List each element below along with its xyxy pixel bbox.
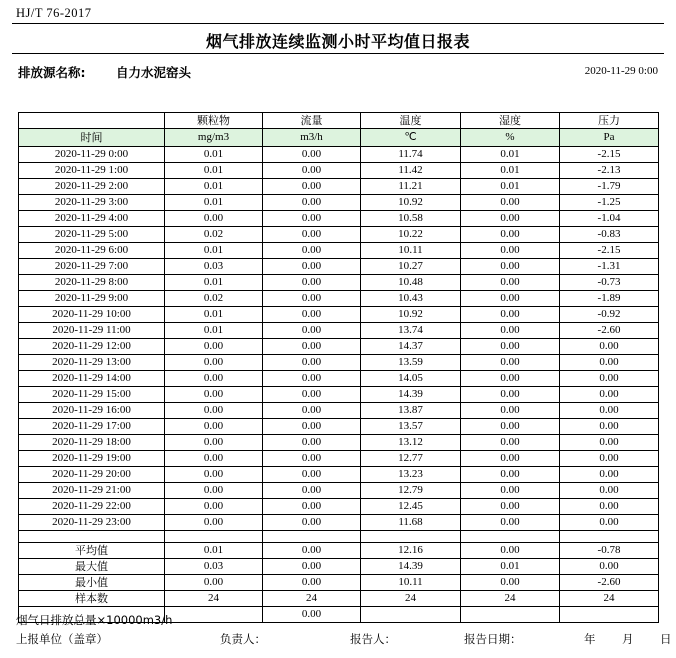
time-column-header: 时间 bbox=[19, 129, 165, 147]
row-value: -0.83 bbox=[560, 227, 659, 243]
row-time: 2020-11-29 18:00 bbox=[19, 435, 165, 451]
column-header: 温度 bbox=[361, 113, 461, 129]
row-value: -1.89 bbox=[560, 291, 659, 307]
row-value: 0.00 bbox=[461, 451, 560, 467]
row-value: 0.00 bbox=[461, 211, 560, 227]
row-value: 0.00 bbox=[263, 403, 361, 419]
row-value: 10.92 bbox=[361, 307, 461, 323]
row-value: 14.37 bbox=[361, 339, 461, 355]
row-time: 2020-11-29 11:00 bbox=[19, 323, 165, 339]
row-value: -2.15 bbox=[560, 147, 659, 163]
row-value: 0.00 bbox=[560, 515, 659, 531]
row-time: 2020-11-29 7:00 bbox=[19, 259, 165, 275]
row-value: 0.00 bbox=[461, 195, 560, 211]
table-row bbox=[19, 291, 659, 307]
row-value: 0.00 bbox=[263, 467, 361, 483]
summary-value: -0.78 bbox=[560, 543, 659, 559]
row-value: 0.00 bbox=[461, 419, 560, 435]
row-value: 0.00 bbox=[165, 499, 263, 515]
row-value: -2.15 bbox=[560, 243, 659, 259]
row-value: 0.00 bbox=[560, 435, 659, 451]
page-title: 烟气排放连续监测小时平均值日报表 bbox=[205, 32, 470, 51]
row-value: 0.00 bbox=[263, 371, 361, 387]
row-value: -1.04 bbox=[560, 211, 659, 227]
row-time: 2020-11-29 21:00 bbox=[19, 483, 165, 499]
summary-value: 24 bbox=[263, 591, 361, 607]
table-row bbox=[19, 307, 659, 323]
charge-person-label: 负责人： bbox=[220, 632, 266, 646]
row-value: 13.57 bbox=[361, 419, 461, 435]
summary-value: 24 bbox=[560, 591, 659, 607]
row-value: 13.87 bbox=[361, 403, 461, 419]
row-value: 0.00 bbox=[165, 339, 263, 355]
row-time: 2020-11-29 20:00 bbox=[19, 467, 165, 483]
row-value: 0.00 bbox=[461, 307, 560, 323]
summary-value: 0.01 bbox=[165, 543, 263, 559]
day-label: 日 bbox=[660, 632, 672, 646]
table-unit-row bbox=[19, 129, 659, 147]
table-row bbox=[19, 467, 659, 483]
row-value: 0.00 bbox=[263, 387, 361, 403]
table-row bbox=[19, 323, 659, 339]
summary-value: 0.03 bbox=[165, 559, 263, 575]
row-value: 12.45 bbox=[361, 499, 461, 515]
row-value: 11.42 bbox=[361, 163, 461, 179]
row-value: 0.00 bbox=[165, 435, 263, 451]
column-header: 流量 bbox=[263, 113, 361, 129]
row-value: 0.02 bbox=[165, 227, 263, 243]
table-row bbox=[19, 403, 659, 419]
table-header-row bbox=[19, 113, 659, 129]
column-header: 颗粒物 bbox=[165, 113, 263, 129]
row-value: 12.77 bbox=[361, 451, 461, 467]
row-value: 0.00 bbox=[263, 211, 361, 227]
row-value: -0.73 bbox=[560, 275, 659, 291]
row-value: 0.00 bbox=[560, 499, 659, 515]
row-value: 0.00 bbox=[560, 355, 659, 371]
row-value: 0.02 bbox=[165, 291, 263, 307]
column-unit: m3/h bbox=[263, 129, 361, 147]
row-value: 0.00 bbox=[461, 371, 560, 387]
row-value: 14.05 bbox=[361, 371, 461, 387]
spacer-cell bbox=[19, 531, 165, 543]
row-value: 0.00 bbox=[461, 515, 560, 531]
summary-label: 最小值 bbox=[19, 575, 165, 591]
row-time: 2020-11-29 16:00 bbox=[19, 403, 165, 419]
table-row bbox=[19, 339, 659, 355]
row-value: 10.43 bbox=[361, 291, 461, 307]
row-value: 0.00 bbox=[263, 243, 361, 259]
summary-label: 最大值 bbox=[19, 559, 165, 575]
month-label: 月 bbox=[622, 632, 634, 646]
summary-label: 样本数 bbox=[19, 591, 165, 607]
table-row bbox=[19, 147, 659, 163]
row-value: 0.00 bbox=[165, 387, 263, 403]
reporter-label: 报告人： bbox=[350, 632, 396, 646]
row-value: 0.00 bbox=[165, 211, 263, 227]
summary-value: 24 bbox=[165, 591, 263, 607]
summary-value: -2.60 bbox=[560, 575, 659, 591]
row-time: 2020-11-29 12:00 bbox=[19, 339, 165, 355]
standard-code: HJ/T 76-2017 bbox=[16, 6, 92, 20]
summary-value: 0.00 bbox=[165, 575, 263, 591]
row-value: 0.00 bbox=[461, 499, 560, 515]
table-row bbox=[19, 275, 659, 291]
row-value: 0.00 bbox=[263, 451, 361, 467]
summary-value: 24 bbox=[461, 591, 560, 607]
row-value: 0.00 bbox=[263, 195, 361, 211]
row-value: 0.00 bbox=[165, 467, 263, 483]
report-datetime: 2020-11-29 0:00 bbox=[584, 65, 658, 77]
table-row bbox=[19, 211, 659, 227]
year-label: 年 bbox=[584, 632, 596, 646]
summary-value: 0.00 bbox=[263, 575, 361, 591]
row-value: 0.01 bbox=[461, 147, 560, 163]
top-divider bbox=[12, 23, 664, 24]
row-value: 0.00 bbox=[263, 515, 361, 531]
column-unit: % bbox=[461, 129, 560, 147]
row-value: 0.00 bbox=[560, 371, 659, 387]
row-time: 2020-11-29 17:00 bbox=[19, 419, 165, 435]
row-value: 0.00 bbox=[165, 419, 263, 435]
summary-row bbox=[19, 575, 659, 591]
row-value: 0.01 bbox=[165, 195, 263, 211]
summary-value: 0.00 bbox=[263, 559, 361, 575]
table-row bbox=[19, 387, 659, 403]
report-date-label: 报告日期： bbox=[464, 632, 522, 646]
table-row bbox=[19, 163, 659, 179]
row-value: 0.00 bbox=[165, 483, 263, 499]
row-value: 10.48 bbox=[361, 275, 461, 291]
spacer-cell bbox=[263, 531, 361, 543]
total-value bbox=[361, 607, 461, 623]
row-value: 13.59 bbox=[361, 355, 461, 371]
row-time: 2020-11-29 1:00 bbox=[19, 163, 165, 179]
table-spacer-row bbox=[19, 531, 659, 543]
spacer-cell bbox=[165, 531, 263, 543]
row-value: 14.39 bbox=[361, 387, 461, 403]
row-value: 0.01 bbox=[165, 147, 263, 163]
total-value bbox=[461, 607, 560, 623]
row-value: 0.00 bbox=[560, 403, 659, 419]
emission-source-label: 排放源名称: bbox=[18, 65, 86, 80]
row-value: 0.00 bbox=[263, 291, 361, 307]
row-value: 13.12 bbox=[361, 435, 461, 451]
row-value: 0.01 bbox=[461, 163, 560, 179]
row-value: 13.74 bbox=[361, 323, 461, 339]
table-row bbox=[19, 227, 659, 243]
row-value: 0.00 bbox=[263, 307, 361, 323]
row-value: 0.00 bbox=[165, 403, 263, 419]
row-value: 11.74 bbox=[361, 147, 461, 163]
summary-row bbox=[19, 543, 659, 559]
row-time: 2020-11-29 8:00 bbox=[19, 275, 165, 291]
row-value: -2.13 bbox=[560, 163, 659, 179]
table-row bbox=[19, 259, 659, 275]
emission-source-row bbox=[18, 63, 658, 83]
row-value: 0.01 bbox=[165, 243, 263, 259]
row-value: 0.00 bbox=[461, 259, 560, 275]
table-row bbox=[19, 371, 659, 387]
row-value: 0.00 bbox=[461, 403, 560, 419]
table-row bbox=[19, 499, 659, 515]
summary-value: 24 bbox=[361, 591, 461, 607]
row-value: 11.68 bbox=[361, 515, 461, 531]
table-row bbox=[19, 179, 659, 195]
row-time: 2020-11-29 23:00 bbox=[19, 515, 165, 531]
row-time: 2020-11-29 15:00 bbox=[19, 387, 165, 403]
row-value: 0.00 bbox=[461, 339, 560, 355]
row-value: 0.00 bbox=[560, 387, 659, 403]
table-row bbox=[19, 515, 659, 531]
row-value: 0.03 bbox=[165, 259, 263, 275]
row-time: 2020-11-29 5:00 bbox=[19, 227, 165, 243]
table-row bbox=[19, 243, 659, 259]
emission-source-value: 自力水泥窑头 bbox=[115, 65, 191, 80]
row-value: 0.00 bbox=[263, 419, 361, 435]
row-value: -1.31 bbox=[560, 259, 659, 275]
row-value: 0.00 bbox=[461, 435, 560, 451]
row-value: 0.01 bbox=[165, 307, 263, 323]
row-value: 0.00 bbox=[165, 371, 263, 387]
row-value: 0.01 bbox=[165, 163, 263, 179]
row-value: 0.00 bbox=[165, 451, 263, 467]
row-value: -1.25 bbox=[560, 195, 659, 211]
column-unit: Pa bbox=[560, 129, 659, 147]
row-value: 0.00 bbox=[461, 291, 560, 307]
row-value: 0.00 bbox=[263, 435, 361, 451]
row-value: 0.00 bbox=[461, 243, 560, 259]
total-value: 0.00 bbox=[263, 607, 361, 623]
column-unit: mg/m3 bbox=[165, 129, 263, 147]
summary-value: 0.00 bbox=[560, 559, 659, 575]
spacer-cell bbox=[560, 531, 659, 543]
row-value: -1.79 bbox=[560, 179, 659, 195]
total-value bbox=[165, 607, 263, 623]
row-value: 0.00 bbox=[560, 451, 659, 467]
total-emission-note: 烟气日排放总量×10000m3/h bbox=[16, 613, 173, 627]
row-value: 10.11 bbox=[361, 243, 461, 259]
report-unit-label: 上报单位（盖章） bbox=[16, 632, 108, 646]
table-row bbox=[19, 355, 659, 371]
row-time: 2020-11-29 19:00 bbox=[19, 451, 165, 467]
row-value: 0.00 bbox=[560, 419, 659, 435]
row-value: 0.00 bbox=[461, 227, 560, 243]
hourly-average-table bbox=[18, 112, 659, 623]
column-header: 压力 bbox=[560, 113, 659, 129]
row-time: 2020-11-29 0:00 bbox=[19, 147, 165, 163]
row-value: 0.00 bbox=[165, 515, 263, 531]
row-value: 0.00 bbox=[560, 339, 659, 355]
summary-row bbox=[19, 559, 659, 575]
row-value: 0.00 bbox=[560, 467, 659, 483]
row-value: 12.79 bbox=[361, 483, 461, 499]
row-value: 10.92 bbox=[361, 195, 461, 211]
row-value: 0.00 bbox=[461, 323, 560, 339]
table-row bbox=[19, 435, 659, 451]
total-value bbox=[560, 607, 659, 623]
spacer-cell bbox=[361, 531, 461, 543]
table-row bbox=[19, 195, 659, 211]
summary-value: 0.00 bbox=[263, 543, 361, 559]
row-time: 2020-11-29 10:00 bbox=[19, 307, 165, 323]
row-value: -2.60 bbox=[560, 323, 659, 339]
summary-value: 12.16 bbox=[361, 543, 461, 559]
row-value: 0.00 bbox=[461, 387, 560, 403]
table-row bbox=[19, 483, 659, 499]
row-value: 0.01 bbox=[461, 179, 560, 195]
row-value: 0.00 bbox=[263, 179, 361, 195]
summary-row bbox=[19, 591, 659, 607]
row-value: 0.00 bbox=[165, 355, 263, 371]
row-value: 0.00 bbox=[263, 355, 361, 371]
spacer-cell bbox=[461, 531, 560, 543]
row-value: 0.00 bbox=[461, 275, 560, 291]
header-blank-cell bbox=[19, 113, 165, 129]
column-header: 湿度 bbox=[461, 113, 560, 129]
row-value: 0.00 bbox=[263, 323, 361, 339]
row-value: 0.00 bbox=[461, 467, 560, 483]
row-value: 0.00 bbox=[263, 259, 361, 275]
row-value: 0.00 bbox=[263, 499, 361, 515]
row-value: 11.21 bbox=[361, 179, 461, 195]
row-time: 2020-11-29 9:00 bbox=[19, 291, 165, 307]
row-value: 0.00 bbox=[263, 147, 361, 163]
row-time: 2020-11-29 22:00 bbox=[19, 499, 165, 515]
signature-line bbox=[16, 631, 672, 647]
row-value: 10.58 bbox=[361, 211, 461, 227]
row-value: 0.00 bbox=[560, 483, 659, 499]
title-divider bbox=[12, 53, 664, 54]
summary-value: 0.00 bbox=[461, 575, 560, 591]
row-value: 0.01 bbox=[165, 275, 263, 291]
summary-value: 0.01 bbox=[461, 559, 560, 575]
row-value: 10.27 bbox=[361, 259, 461, 275]
row-value: 0.00 bbox=[263, 227, 361, 243]
row-time: 2020-11-29 6:00 bbox=[19, 243, 165, 259]
column-unit: ℃ bbox=[361, 129, 461, 147]
row-value: 0.00 bbox=[263, 483, 361, 499]
table-row bbox=[19, 451, 659, 467]
table-row bbox=[19, 419, 659, 435]
row-time: 2020-11-29 14:00 bbox=[19, 371, 165, 387]
row-value: 0.01 bbox=[165, 323, 263, 339]
row-time: 2020-11-29 3:00 bbox=[19, 195, 165, 211]
row-value: 0.00 bbox=[263, 275, 361, 291]
row-value: -0.92 bbox=[560, 307, 659, 323]
row-value: 0.01 bbox=[165, 179, 263, 195]
summary-label: 平均值 bbox=[19, 543, 165, 559]
row-time: 2020-11-29 2:00 bbox=[19, 179, 165, 195]
row-value: 0.00 bbox=[263, 163, 361, 179]
row-time: 2020-11-29 13:00 bbox=[19, 355, 165, 371]
row-time: 2020-11-29 4:00 bbox=[19, 211, 165, 227]
summary-value: 14.39 bbox=[361, 559, 461, 575]
row-value: 10.22 bbox=[361, 227, 461, 243]
summary-value: 0.00 bbox=[461, 543, 560, 559]
row-value: 0.00 bbox=[263, 339, 361, 355]
row-value: 0.00 bbox=[461, 483, 560, 499]
row-value: 13.23 bbox=[361, 467, 461, 483]
row-value: 0.00 bbox=[461, 355, 560, 371]
summary-value: 10.11 bbox=[361, 575, 461, 591]
